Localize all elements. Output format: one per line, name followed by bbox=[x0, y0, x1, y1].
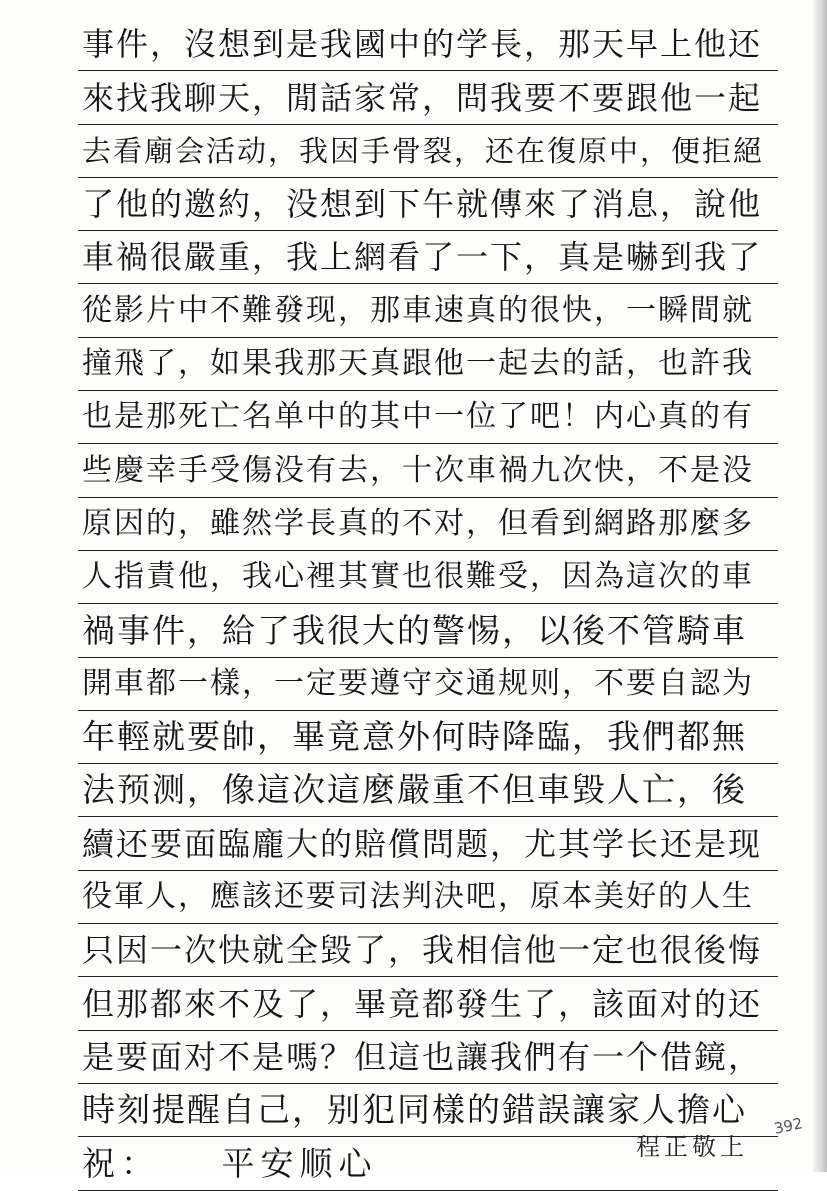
essay-line: 原因的，雖然学長真的不对，但看到網路那麼多 bbox=[82, 505, 754, 541]
essay-line: 事件，沒想到是我國中的学長，那天早上他还 bbox=[82, 25, 763, 64]
ruled-line bbox=[78, 338, 778, 391]
ruled-line bbox=[78, 551, 778, 604]
essay-line: 也是那死亡名单中的其中一位了吧！内心真的有 bbox=[82, 399, 754, 435]
ruled-line bbox=[78, 178, 778, 231]
essay-line: 只因一次快就全毀了，我相信他一定也很後悔 bbox=[82, 931, 763, 970]
ruled-line bbox=[78, 284, 778, 337]
essay-line: 些慶幸手受傷没有去，十次車禍九次快，不是没 bbox=[82, 452, 754, 488]
essay-line: 來找我聊天，閒話家常，問我要不要跟他一起 bbox=[82, 78, 763, 117]
ruled-line bbox=[78, 817, 778, 870]
essay-line: 了他的邀約，没想到下午就傳來了消息，說他 bbox=[82, 185, 763, 224]
essay-line: 從影片中不難發现，那車速真的很快，一瞬間就 bbox=[82, 292, 754, 328]
essay-line: 法预测，像這次這麼嚴重不但車毀人亡，後 bbox=[82, 770, 747, 810]
ruled-line bbox=[78, 924, 778, 977]
ruled-line bbox=[78, 1031, 778, 1084]
essay-line: 車禍很嚴重，我上網看了一下，真是嚇到我了 bbox=[82, 238, 763, 277]
ruled-line bbox=[78, 444, 778, 497]
essay-line: 是要面对不是嗎？但這也讓我們有一个借鏡， bbox=[82, 1037, 763, 1076]
essay-line: 續还要面臨龐大的賠償問题，尤其学长还是现 bbox=[82, 824, 763, 863]
ruled-line bbox=[78, 711, 778, 764]
essay-line: 去看廟会活动，我因手骨裂，还在復原中，便拒絕 bbox=[82, 133, 765, 168]
essay-line: 年輕就要帥，畢竟意外何時降臨，我們都無 bbox=[82, 717, 747, 757]
ruled-line bbox=[78, 604, 778, 657]
signature: 程正敬上 bbox=[636, 1133, 748, 1161]
closing-line: 祝： 平安顺心 bbox=[82, 1143, 378, 1183]
ruled-line bbox=[78, 658, 778, 711]
essay-line: 禍事件，給了我很大的警惕，以後不管騎車 bbox=[82, 610, 747, 650]
ruled-line bbox=[78, 498, 778, 551]
essay-line: 役軍人，應該还要司法判決吧，原本美好的人生 bbox=[82, 879, 754, 915]
notebook-binding-edge bbox=[813, 0, 827, 1172]
ruled-line bbox=[78, 71, 778, 124]
ruled-line bbox=[78, 871, 778, 924]
essay-line: 開車都一樣，一定要遵守交通规则，不要自認为 bbox=[82, 665, 754, 701]
ruled-lines-area bbox=[78, 18, 778, 1191]
essay-line: 時刻提醒自己，别犯同樣的錯誤讓家人擔心 bbox=[82, 1090, 747, 1130]
ruled-line bbox=[78, 231, 778, 284]
ruled-line bbox=[78, 977, 778, 1030]
essay-line: 人指責他，我心裡其實也很難受，因為這次的車 bbox=[82, 559, 754, 595]
ruled-line bbox=[78, 391, 778, 444]
ruled-line bbox=[78, 125, 778, 178]
ruled-line bbox=[78, 18, 778, 71]
ruled-line bbox=[78, 764, 778, 817]
essay-line: 撞飛了，如果我那天真跟他一起去的話，也許我 bbox=[82, 346, 754, 382]
page-number: 392 bbox=[772, 1114, 805, 1138]
essay-line: 但那都來不及了，畢竟都發生了，該面对的还 bbox=[82, 984, 763, 1023]
